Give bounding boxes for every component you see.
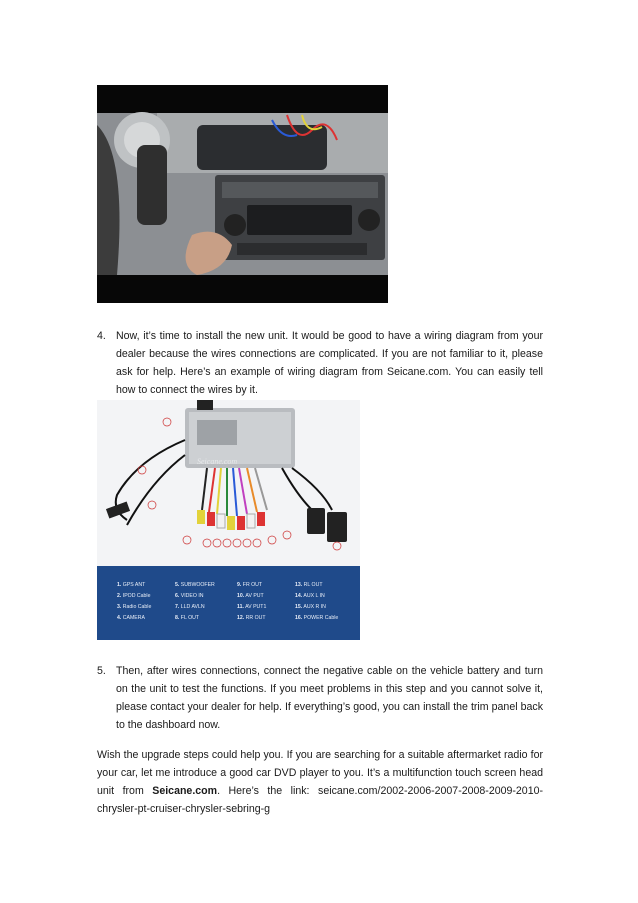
legend-item-10: 10. AV PUT (237, 593, 264, 599)
dashboard-radio-photo (97, 85, 388, 303)
legend-item-8: 8. FL OUT (175, 615, 200, 621)
step-4-text: Now, it’s time to install the new unit. It would be good to have a wiring diagram from your dealer because the wires connections are complicated. If you are not familiar to it, please ask for help. Here’s an example of wiring diagram from Seicane.com. You can easily tell how to connect the wires by it. (116, 330, 543, 396)
seicane-brand: Seicane.com (152, 785, 218, 797)
legend-item-9: 9. FR OUT (237, 582, 263, 588)
wiring-legend (97, 566, 360, 640)
closing-text-after: . Here’s the link: (217, 785, 310, 797)
legend-item-4: 4. CAMERA (117, 615, 145, 621)
legend-item-7: 7. LLD AVLN (175, 604, 205, 610)
legend-item-15: 15. AUX R IN (295, 604, 326, 610)
closing-text-before: Wish the upgrade steps could help you. If you are searching for a suitable aftermarket radio for your car, let me introduce a good car DVD player to you. It’s a multifunction touch screen head unit from (97, 749, 543, 797)
legend-item-14: 14. AUX L IN (295, 593, 325, 599)
legend-item-16: 16. POWER Cable (295, 615, 339, 621)
legend-item-5: 5. SUBWOOFER (175, 582, 215, 588)
closing-paragraph (97, 746, 543, 818)
legend-item-2: 2. IPOD Cable (117, 593, 151, 599)
step-5-number: 5. (97, 665, 106, 677)
legend-item-6: 6. VIDEO IN (175, 593, 204, 599)
diagram-brand: Seicane.com (197, 457, 238, 466)
wiring-diagram (97, 400, 360, 640)
step-5-text: Then, after wires connections, connect the negative cable on the vehicle battery and turn on the unit to test the functions. If you meet problems in this step and you cannot solve it, please contact your dealer for help. If everything’s good, you can install the trim panel back to the dashboard now. (116, 665, 543, 731)
legend-item-12: 12. RR OUT (237, 615, 266, 621)
legend-item-1: 1. GPS ANT (117, 582, 146, 588)
product-link[interactable]: seicane.com/2002-2006-2007-2008-2009-2010-chrysler-pt-cruiser-chrysler-sebring-g (97, 785, 544, 815)
legend-item-3: 3. Radio Cable (117, 604, 152, 610)
legend-item-11: 11. AV PUT1 (237, 604, 267, 610)
legend-item-13: 13. RL OUT (295, 582, 323, 588)
step-4-number: 4. (97, 330, 106, 342)
